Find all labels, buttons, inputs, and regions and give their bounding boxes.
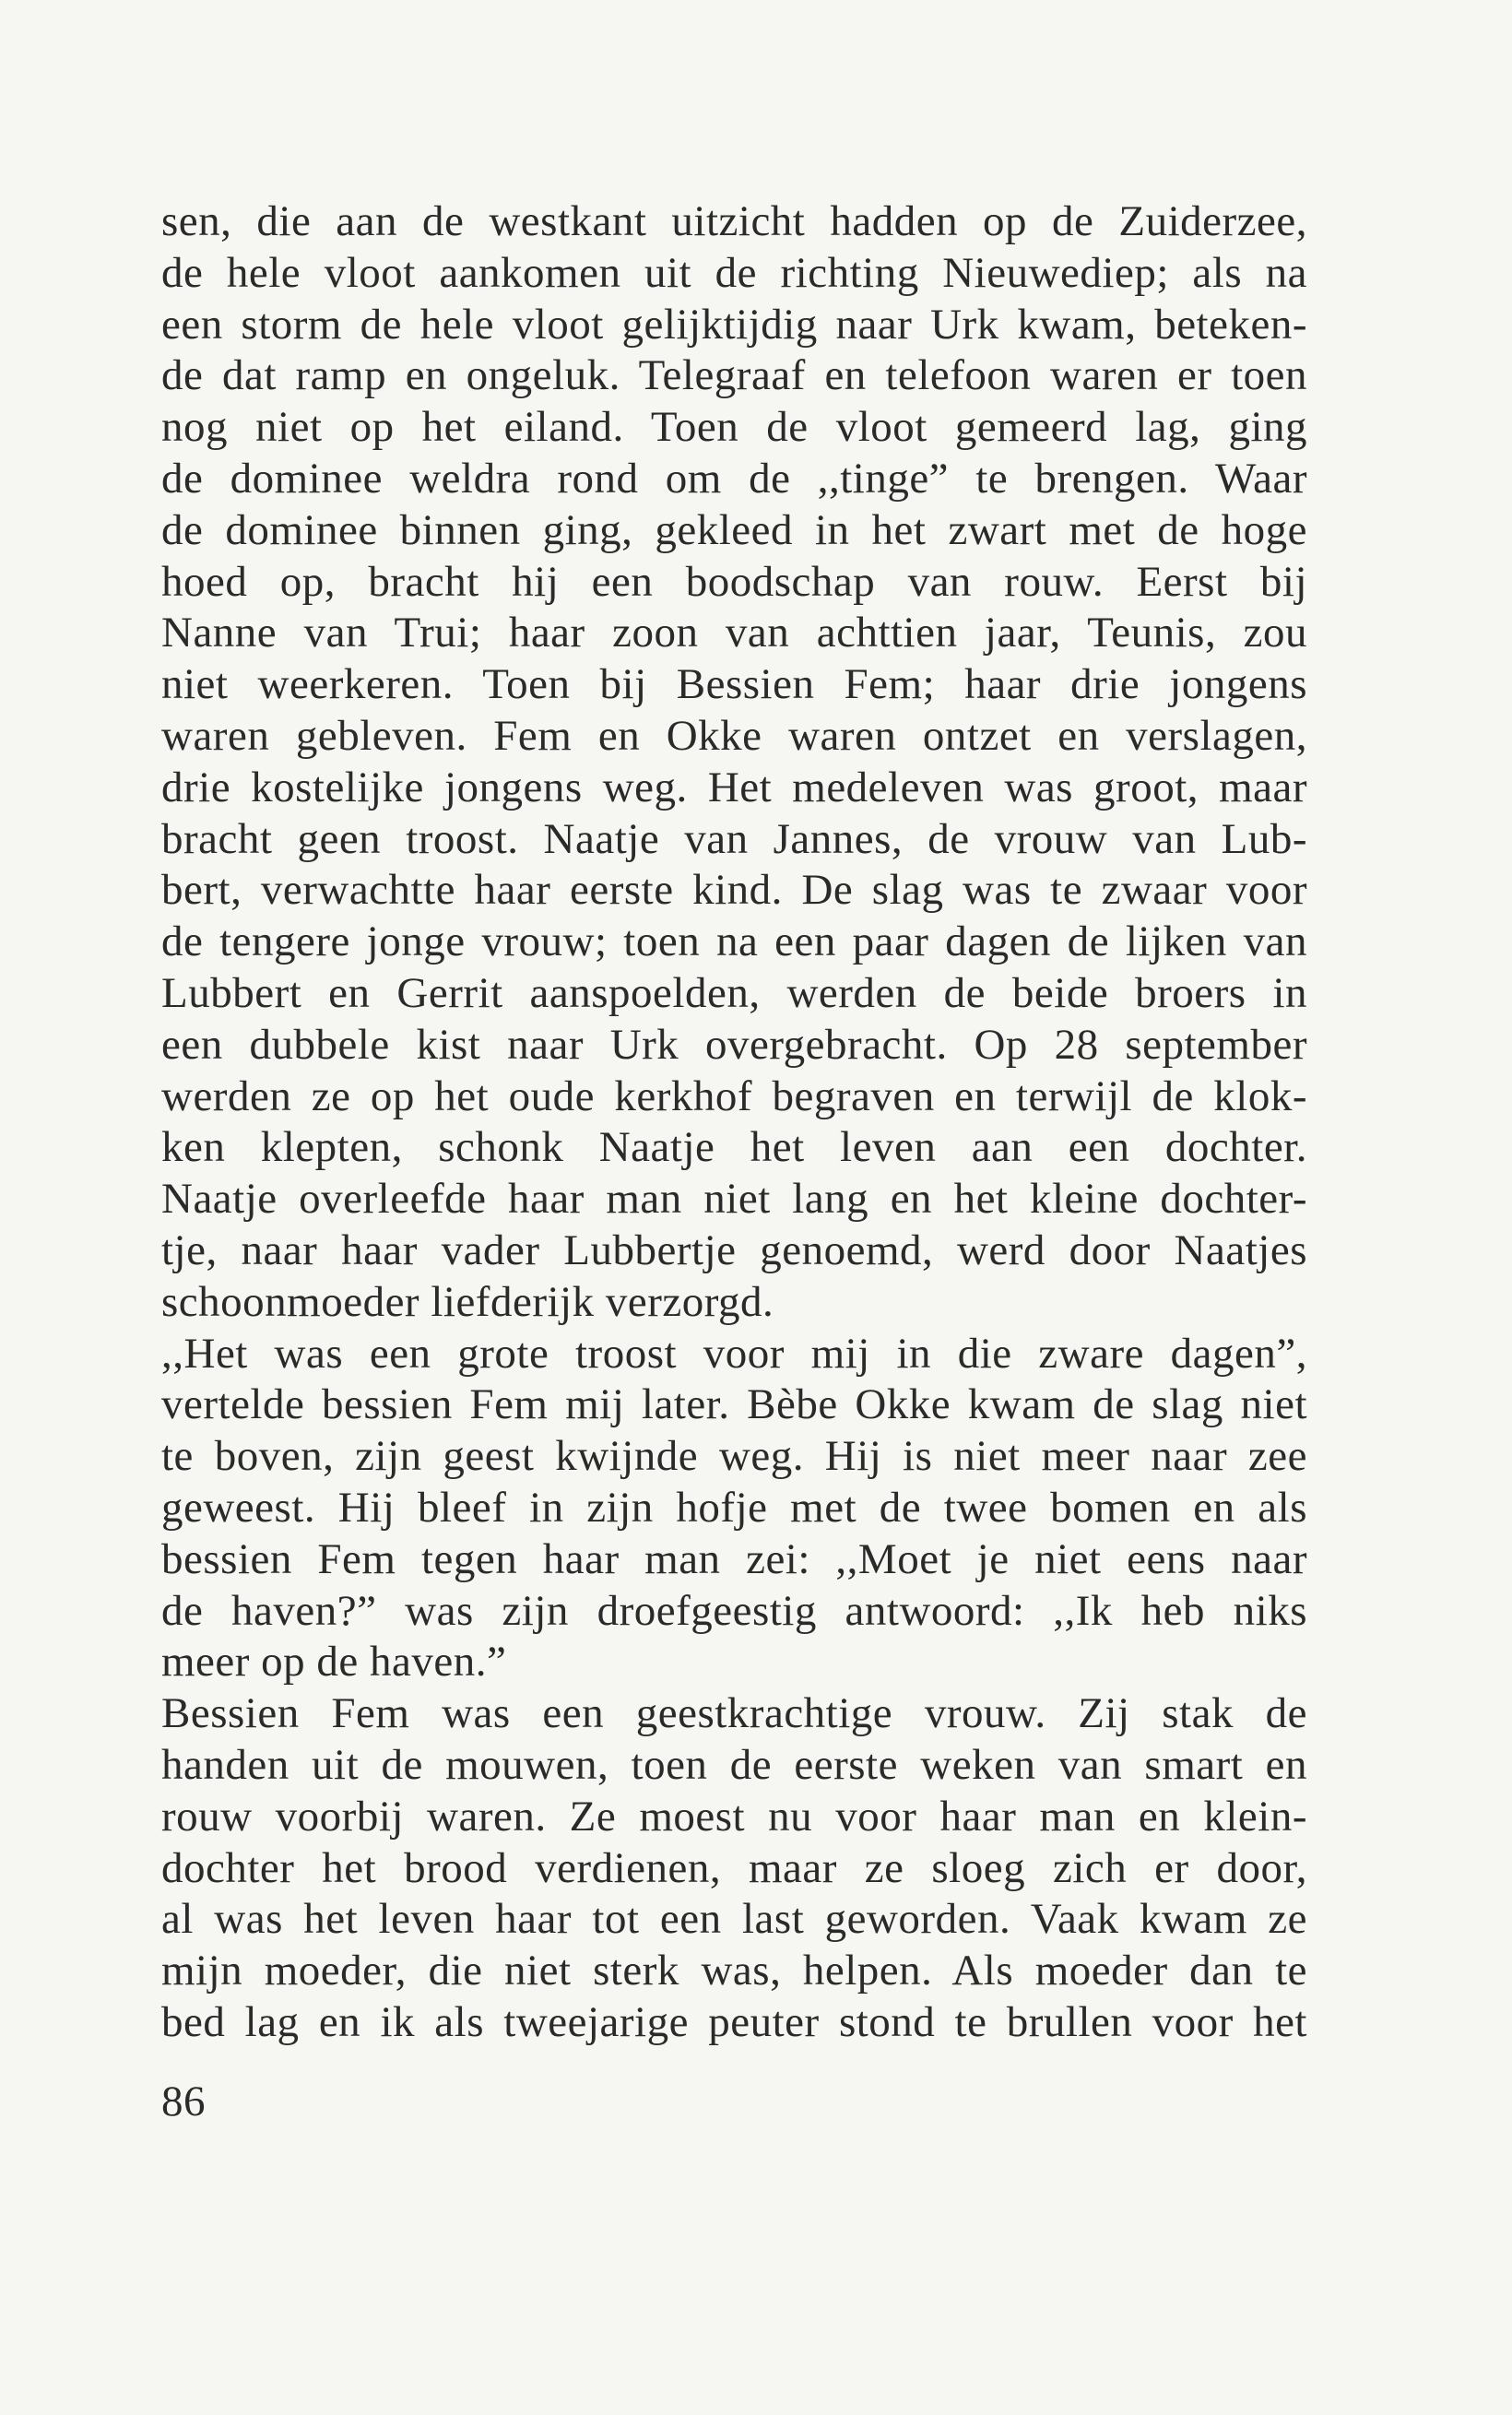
text-line: de dat ramp en ongeluk. Telegraaf en telefoon waren er toen xyxy=(161,351,1307,400)
text-line: bed lag en ik als tweejarige peuter stond te brullen voor het xyxy=(161,1997,1307,2046)
text-line: bracht geen troost. Naatje van Jannes, de vrouw van Lub- xyxy=(161,814,1307,863)
text-line: rouw voorbij waren. Ze moest nu voor haar man en klein- xyxy=(161,1792,1307,1841)
text-line: Nanne van Trui; haar zoon van achttien jaar, Teunis, zou xyxy=(161,609,1307,657)
text-line: de hele vloot aankomen uit de richting Nieuwediep; als na xyxy=(161,248,1307,297)
book-page-body xyxy=(161,196,1307,2049)
text-line: mijn moeder, die niet sterk was, helpen. Als moeder dan te xyxy=(161,1947,1307,1995)
paragraph xyxy=(161,1329,1307,1689)
paragraph xyxy=(161,1688,1307,2049)
text-line: vertelde bessien Fem mij later. Bèbe Okke kwam de slag niet xyxy=(161,1380,1307,1429)
text-line: te boven, zijn geest kwijnde weg. Hij is niet meer naar zee xyxy=(161,1432,1307,1481)
text-line: tje, naar haar vader Lubbertje genoemd, werd door Naatjes xyxy=(161,1225,1307,1274)
text-line: bert, verwachtte haar eerste kind. De slag was te zwaar voor xyxy=(161,866,1307,915)
text-line: de dominee weldra rond om de ,,tinge” te brengen. Waar xyxy=(161,454,1307,503)
page-number: 86 xyxy=(161,2078,206,2125)
text-line: drie kostelijke jongens weg. Het medeleven was groot, maar xyxy=(161,763,1307,811)
text-line: handen uit de mouwen, toen de eerste weken van smart en xyxy=(161,1740,1307,1789)
text-line: schoonmoeder liefderijk verzorgd. xyxy=(161,1277,774,1326)
text-line: werden ze op het oude kerkhof begraven en terwijl de klok- xyxy=(161,1071,1307,1120)
text-line: waren gebleven. Fem en Okke waren ontzet en verslagen, xyxy=(161,711,1307,760)
text-line: een storm de hele vloot gelijktijdig naar Urk kwam, beteken- xyxy=(161,300,1307,349)
paragraph xyxy=(161,196,1307,1329)
text-line: de dominee binnen ging, gekleed in het zwart met de hoge xyxy=(161,505,1307,554)
text-line: sen, die aan de westkant uitzicht hadden op de Zuiderzee, xyxy=(161,197,1307,245)
text-line: ken klepten, schonk Naatje het leven aan een dochter. xyxy=(161,1123,1307,1172)
text-line: de haven?” was zijn droefgeestig antwoord: ,,Ik heb niks xyxy=(161,1586,1307,1635)
text-line: Lubbert en Gerrit aanspoelden, werden de beide broers in xyxy=(161,968,1307,1017)
text-line: dochter het brood verdienen, maar ze sloeg zich er door, xyxy=(161,1843,1307,1892)
text-line: hoed op, bracht hij een boodschap van rouw. Eerst bij xyxy=(161,557,1307,606)
text-line: ,,Het was een grote troost voor mij in die zware dagen”, xyxy=(161,1329,1307,1378)
text-line: de tengere jonge vrouw; toen na een paar dagen de lijken van xyxy=(161,917,1307,966)
text-line: geweest. Hij bleef in zijn hofje met de twee bomen en als xyxy=(161,1483,1307,1532)
text-line: Bessien Fem was een geestkrachtige vrouw. Zij stak de xyxy=(161,1689,1307,1738)
text-line: Naatje overleefde haar man niet lang en het kleine dochter- xyxy=(161,1175,1307,1224)
text-line: meer op de haven.” xyxy=(161,1638,507,1687)
text-line: al was het leven haar tot een last geworden. Vaak kwam ze xyxy=(161,1895,1307,1944)
text-line: bessien Fem tegen haar man zei: ,,Moet je niet eens naar xyxy=(161,1534,1307,1583)
text-line: nog niet op het eiland. Toen de vloot gemeerd lag, ging xyxy=(161,403,1307,452)
text-line: een dubbele kist naar Urk overgebracht. Op 28 september xyxy=(161,1020,1307,1069)
text-line: niet weerkeren. Toen bij Bessien Fem; haar drie jongens xyxy=(161,660,1307,709)
